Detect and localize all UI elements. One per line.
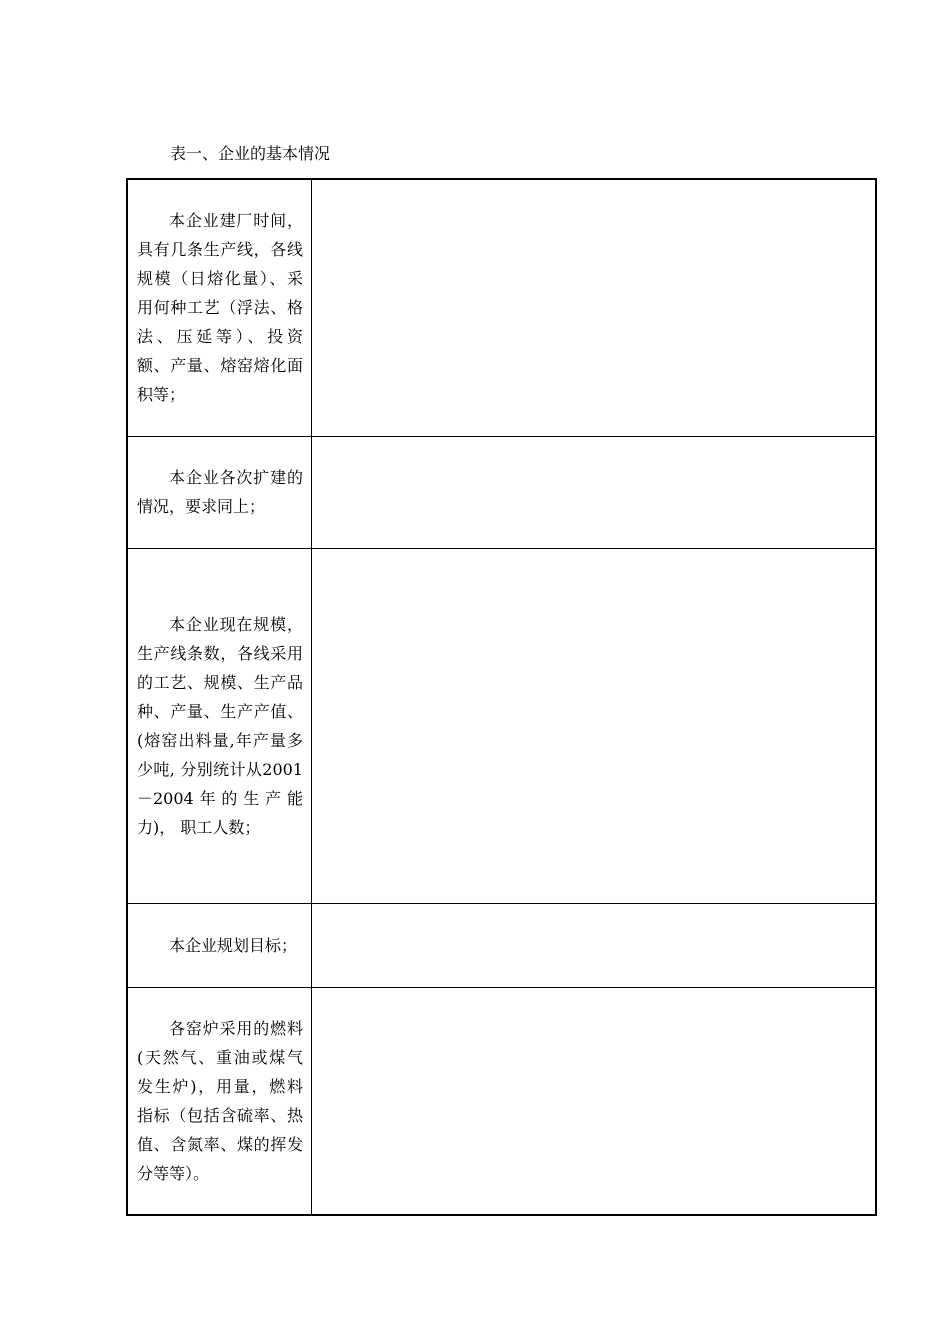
row-label-cell <box>127 903 312 987</box>
table-row-expansion <box>127 436 876 548</box>
table-row-fuel <box>127 987 876 1215</box>
row-label-cell <box>127 987 312 1215</box>
row-label-fuel: 各窑炉采用的燃料(天然气、重油或煤气发生炉)，用量，燃料指标（包括含硫率、热值、含氮率、煤的挥发分等等）。 <box>137 1018 303 1183</box>
row-label-current-scale: 本企业现在规模，生产线条数，各线采用的工艺、规模、生产品种、产量、生产产值、(熔窑出料量,年产量多少吨, 分别统计从2001－2004年的生产能力)， 职工人数； <box>137 614 303 837</box>
row-value-expansion[interactable] <box>312 436 877 548</box>
row-label-planning: 本企业规划目标； <box>169 935 298 955</box>
row-label-cell <box>127 179 312 436</box>
row-label-cell <box>127 548 312 903</box>
row-value-planning[interactable] <box>312 903 877 987</box>
table-row-current-scale <box>127 548 876 903</box>
row-label-cell <box>127 436 312 548</box>
table-row-planning <box>127 903 876 987</box>
row-label-founding: 本企业建厂时间，具有几条生产线，各线规模（日熔化量）、采用何种工艺（浮法、格法、压延等）、投资额、产量、熔窑熔化面积等； <box>137 211 303 405</box>
row-label-expansion: 本企业各次扩建的情况，要求同上； <box>137 468 303 516</box>
table-row-founding <box>127 179 876 436</box>
enterprise-info-table <box>126 178 877 1216</box>
row-value-current-scale[interactable] <box>312 548 877 903</box>
row-value-founding[interactable] <box>312 179 877 436</box>
row-value-fuel[interactable] <box>312 987 877 1215</box>
document-title: 表一、企业的基本情况 <box>170 144 331 163</box>
